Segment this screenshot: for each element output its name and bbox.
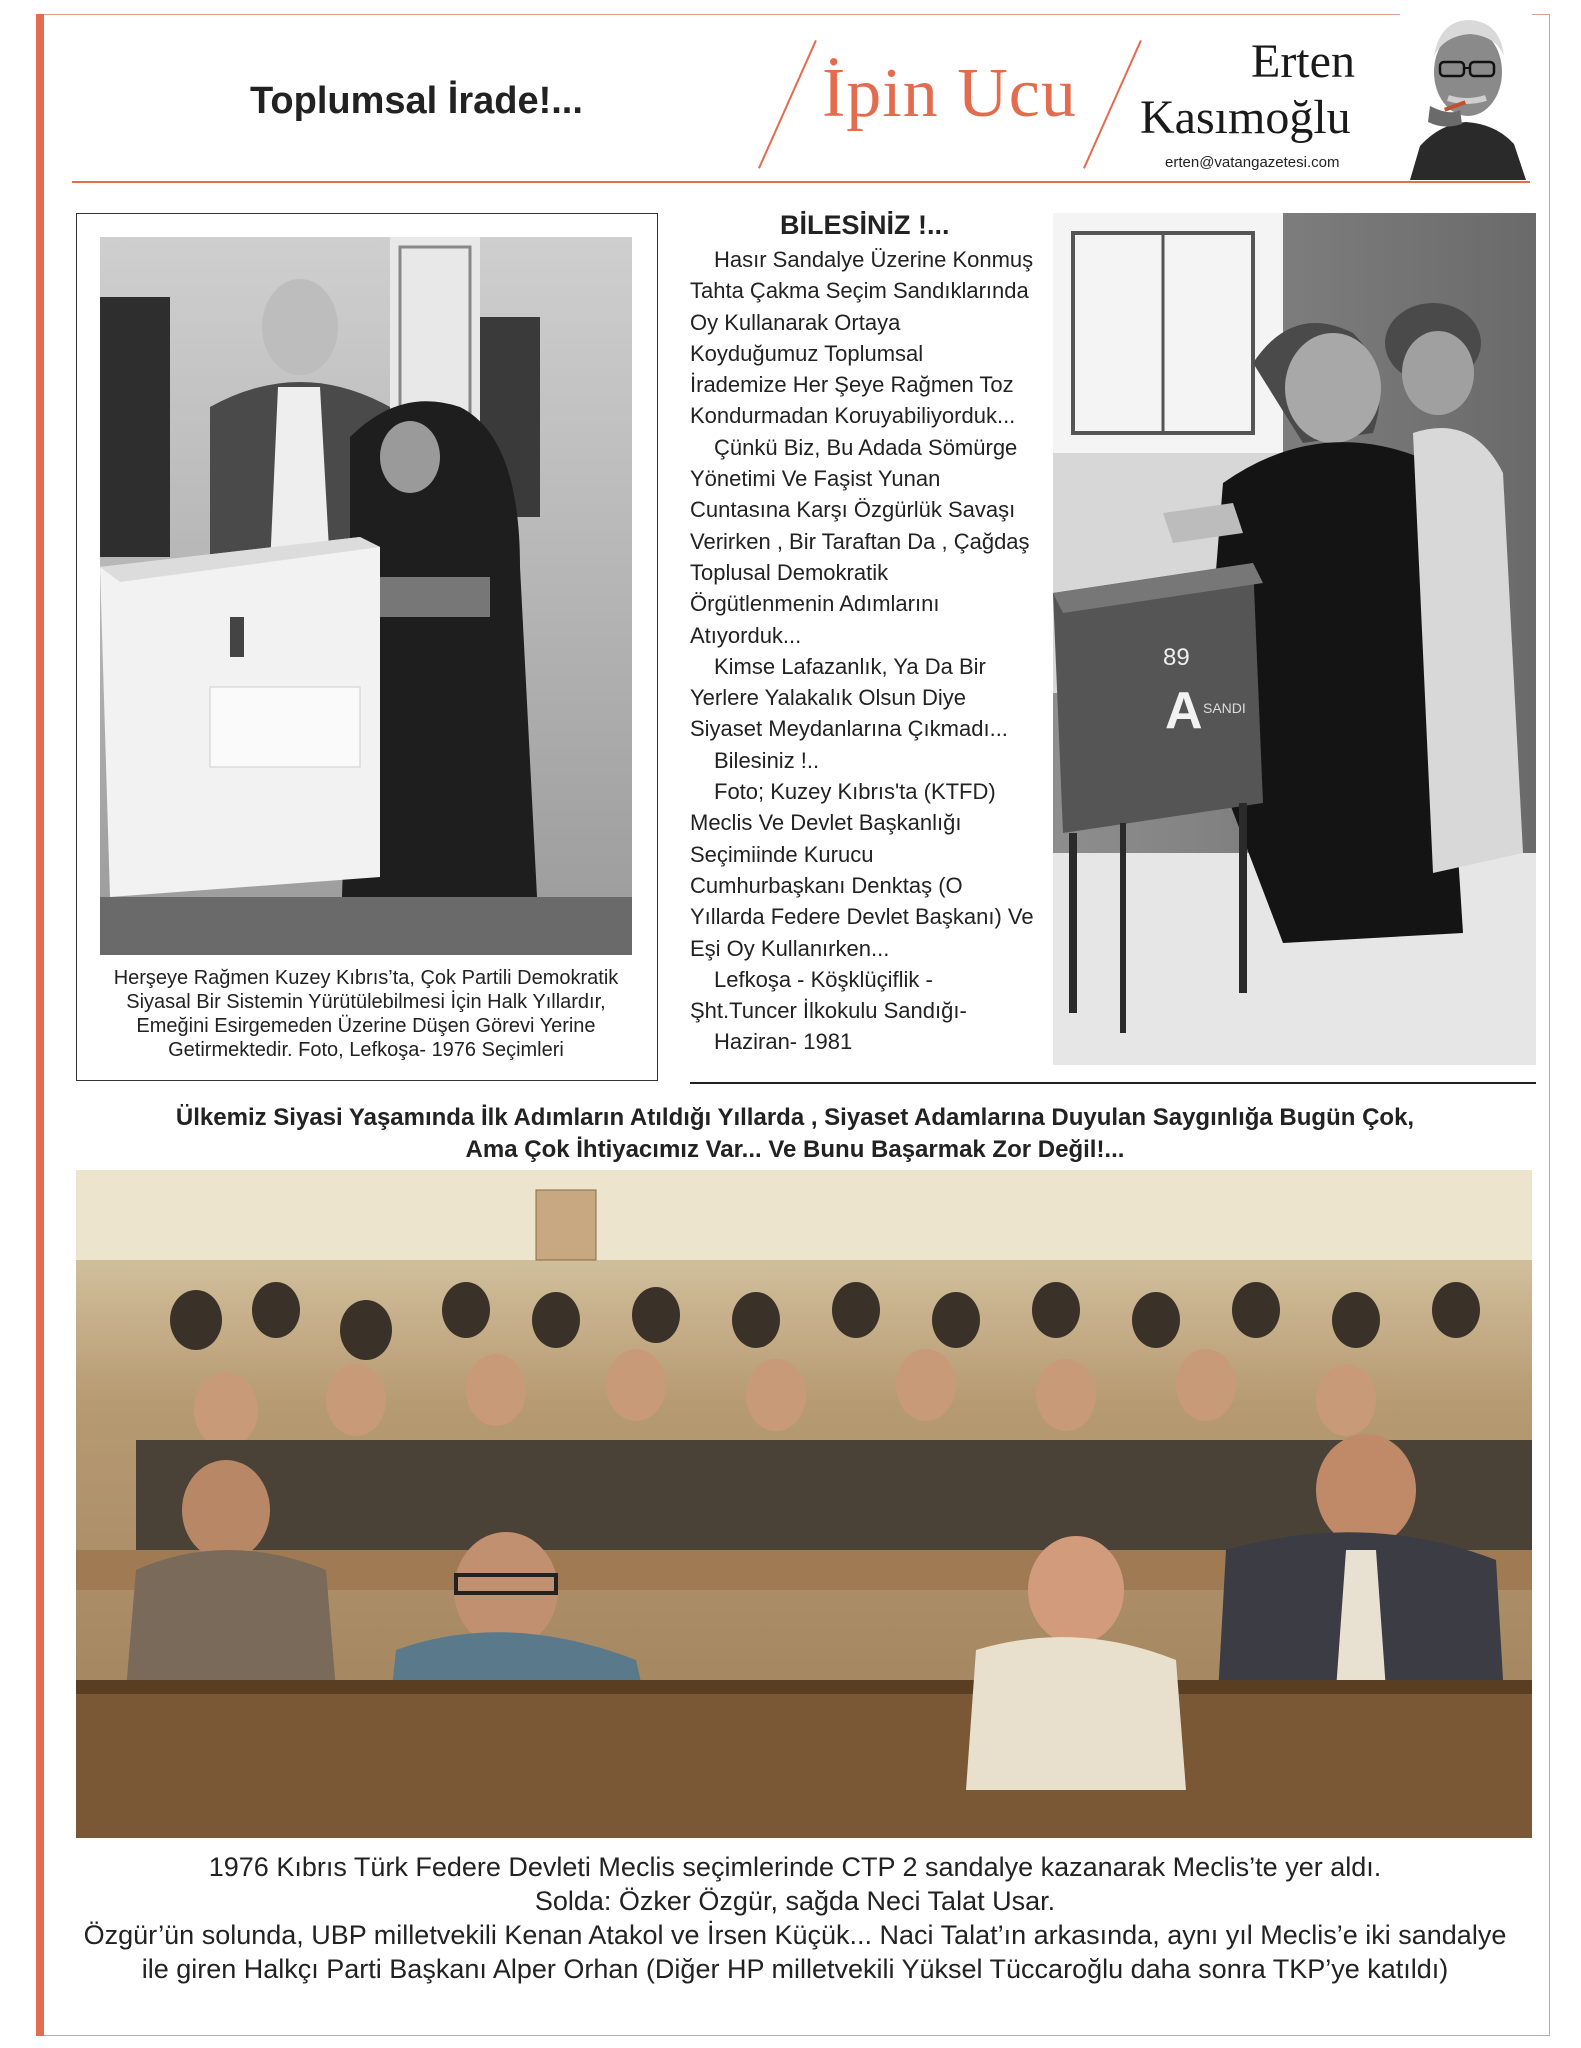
ballot-label: SANDI xyxy=(1203,700,1246,716)
article-line: Eşi Oy Kullanırken... xyxy=(690,935,890,961)
parliament-1976-photo xyxy=(76,1170,1532,1838)
accent-side-bar xyxy=(36,14,44,2036)
article-line: Toplusal Demokratik xyxy=(690,559,889,585)
article-line: Oy Kullanarak Ortaya xyxy=(690,309,901,335)
article-line: Yerlere Yalakalık Olsun Diye xyxy=(690,685,966,711)
section-rule xyxy=(690,1082,1536,1084)
article-line: İrademize Her Şeye Rağmen Toz xyxy=(690,372,1014,398)
article-line: Kimse Lafazanlık, Ya Da Bir xyxy=(714,653,986,679)
caption-line: ile giren Halkçı Parti Başkanı Alper Orhan (Diğer HP milletvekili Yüksel Tüccaroğlu daha sonra TKP’ye katıldı) xyxy=(141,1954,1449,1984)
article-line: Yönetimi Ve Faşist Yunan xyxy=(690,466,941,492)
article-line: Meclis Ve Devlet Başkanlığı xyxy=(690,810,962,836)
bottom-photo-caption xyxy=(60,1850,1530,1986)
article-line: Çünkü Biz, Bu Adada Sömürge xyxy=(714,434,1018,460)
subheadline-line: Ama Çok İhtiyacımız Var... Ve Bunu Başarmak Zor Değil!... xyxy=(465,1136,1125,1163)
article-line: Foto; Kuzey Kıbrıs'ta (KTFD) xyxy=(714,779,996,805)
subheadline xyxy=(120,1102,1470,1166)
caption-line: Solda: Özker Özgür, sağda Neci Talat Usar. xyxy=(534,1886,1056,1916)
article-line: Verirken , Bir Taraftan Da , Çağdaş xyxy=(690,528,1030,554)
article-line: Cuntasına Karşı Özgürlük Savaşı xyxy=(690,497,1016,523)
article-line: Haziran- 1981 xyxy=(714,1029,853,1055)
ballot-number: 89 xyxy=(1163,644,1190,671)
ballot-letter: A xyxy=(1165,682,1203,740)
author-last-name: Kasımoğlu xyxy=(1140,91,1351,144)
article-line: Yıllarda Federe Devlet Başkanı) Ve xyxy=(690,904,1034,930)
article-line: Atıyorduk... xyxy=(690,622,802,648)
article-line: Siyaset Meydanlarına Çıkmadı... xyxy=(690,716,1008,742)
article-line: Bilesiniz !.. xyxy=(714,747,820,773)
author-portrait xyxy=(1400,6,1532,180)
caption-line: 1976 Kıbrıs Türk Federe Devleti Meclis seçimlerinde CTP 2 sandalye kazanarak Meclis’te yer aldı. xyxy=(208,1852,1382,1882)
denktas-voting-photo xyxy=(1053,213,1536,1065)
left-photo-caption: Herşeye Rağmen Kuzey Kıbrıs’ta, Çok Partili Demokratik Siyasal Bir Sistemin Yürütülebilmesi İçin Halk Yıllardır, Emeğini Esirgemeden Üzerine Düşen Görevi Yerine Getirmektedir. Foto, Lefkoşa- 1976 Seçimleri xyxy=(113,967,619,1061)
article-line: Örgütlenmenin Adımlarını xyxy=(690,591,940,617)
author-email: erten@vatangazetesi.com xyxy=(1165,154,1340,171)
subheadline-line: Ülkemiz Siyasi Yaşamında İlk Adımların Atıldığı Yıllarda , Siyaset Adamlarına Duyulan Saygınlığa Bugün Çok, xyxy=(175,1104,1415,1131)
article-line: Hasır Sandalye Üzerine Konmuş xyxy=(714,247,1034,272)
caption-line: Özgür’ün solunda, UBP milletvekili Kenan Atakol ve İrsen Küçük... Naci Talat’ın arkasında, aynı yıl Meclis’e iki sandalye xyxy=(83,1920,1507,1950)
article-heading: BİLESİNİZ !... xyxy=(780,210,950,240)
article-line: Cumhurbaşkanı Denktaş (O xyxy=(690,872,963,898)
article-line: Tahta Çakma Seçim Sandıklarında xyxy=(690,278,1029,304)
column-name: İpin Ucu xyxy=(822,55,1077,132)
article-body xyxy=(690,244,1050,1058)
article-line: Koyduğumuz Toplumsal xyxy=(690,340,924,366)
article-line: Kondurmadan Koruyabiliyorduk... xyxy=(690,403,1016,429)
article-line: Lefkoşa - Köşklüçiflik - xyxy=(714,966,933,992)
article-line: Şht.Tuncer İlkokulu Sandığı- xyxy=(690,998,967,1024)
header-rule xyxy=(72,181,1530,183)
page-title: Toplumsal İrade!... xyxy=(250,80,583,122)
article-line: Seçimiinde Kurucu xyxy=(690,841,874,867)
author-first-name: Erten xyxy=(1251,35,1355,88)
voting-photo-1976 xyxy=(100,237,632,955)
